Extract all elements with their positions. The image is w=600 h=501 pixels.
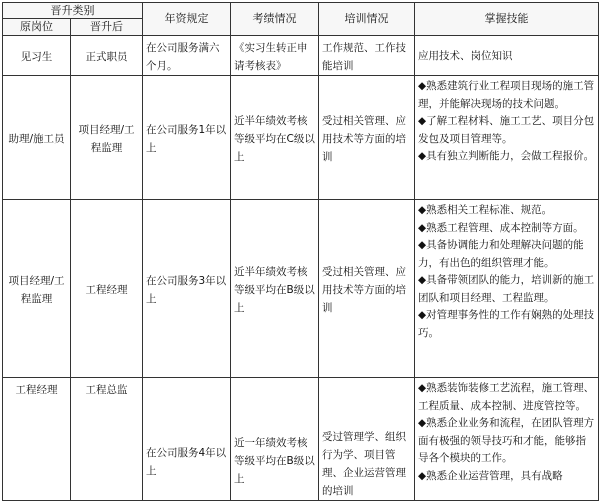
- skill-item: ◆熟悉企业业务和流程，在团队管理方面有极强的领导技巧和才能，能够指导各个模块的工作。: [418, 417, 595, 464]
- header-after-promotion: 晋升后: [71, 19, 143, 36]
- tenure-cell: 在公司服务4年以上: [143, 378, 231, 501]
- assessment-cell: 近一年绩效考核等级平均在B级以上: [231, 378, 319, 501]
- promoted-position-cell: 项目经理/工程监理: [71, 76, 143, 200]
- skill-item: ◆了解工程材料、施工工艺、项目分包发包及项目管理等。: [418, 115, 595, 145]
- training-cell: 受过管理学、组织行为学、项目管理、企业运营管理的培训: [319, 378, 415, 501]
- original-position-cell: 工程经理: [3, 378, 71, 501]
- header-skills: 掌握技能: [415, 3, 599, 36]
- skill-item: ◆熟悉建筑行业工程项目现场的施工管理，并能解决现场的技术问题。: [418, 80, 595, 110]
- training-cell: 受过相关管理、应用技术等方面的培训: [319, 76, 415, 200]
- assessment-cell: 近半年绩效考核等级平均在B级以上: [231, 200, 319, 378]
- skill-item: ◆对管理事务性的工作有娴熟的处理技巧。: [418, 309, 595, 339]
- skill-item: ◆熟悉装饰装修工艺流程，施工管理、工程质量、成本控制、进度管控等。: [418, 382, 595, 412]
- header-tenure: 年资规定: [143, 3, 231, 36]
- original-position-cell: 项目经理/工程监理: [3, 200, 71, 378]
- skill-item: ◆熟悉工程管理、成本控制等方面。: [418, 221, 584, 234]
- skill-item: ◆具备带领团队的能力，培训新的施工团队和项目经理、工程监理。: [418, 274, 595, 304]
- skill-item: 应用技术、岗位知识: [418, 49, 513, 62]
- header-training: 培训情况: [319, 3, 415, 36]
- assessment-cell: 《实习生转正申请考核表》: [231, 36, 319, 76]
- skill-item: ◆具有独立判断能力，会做工程报价。: [418, 150, 595, 162]
- skill-item: ◆熟悉企业运营管理，具有战略: [418, 469, 563, 482]
- header-original-position: 原岗位: [3, 19, 71, 36]
- skills-cell: [415, 76, 599, 200]
- promoted-position-cell: 工程经理: [71, 200, 143, 378]
- table-row: [3, 378, 599, 501]
- original-position-cell: 助理/施工员: [3, 76, 71, 200]
- promotion-table: [2, 2, 599, 501]
- table-row: [3, 76, 599, 200]
- assessment-cell: 近半年绩效考核等级平均在C级以上: [231, 76, 319, 200]
- tenure-cell: 在公司服务3年以上: [143, 200, 231, 378]
- table-row: [3, 200, 599, 378]
- training-cell: 受过相关管理、应用技术等方面的培训: [319, 200, 415, 378]
- skill-item: ◆熟悉相关工程标准、规范。: [418, 204, 553, 216]
- skill-item: ◆具备协调能力和处理解决问题的能力，有出色的组织管理才能。: [418, 239, 584, 269]
- header-category: 晋升类别: [3, 3, 143, 19]
- promoted-position-cell: 正式职员: [71, 36, 143, 76]
- table-row: [3, 36, 599, 76]
- training-cell: 工作规范、工作技能培训: [319, 36, 415, 76]
- promoted-position-cell: 工程总监: [71, 378, 143, 501]
- skills-cell: [415, 200, 599, 378]
- original-position-cell: 见习生: [3, 36, 71, 76]
- skills-cell: [415, 378, 599, 501]
- tenure-cell: 在公司服务满六个月。: [143, 36, 231, 76]
- skills-cell: [415, 36, 599, 76]
- header-assessment: 考绩情况: [231, 3, 319, 36]
- tenure-cell: 在公司服务1年以上: [143, 76, 231, 200]
